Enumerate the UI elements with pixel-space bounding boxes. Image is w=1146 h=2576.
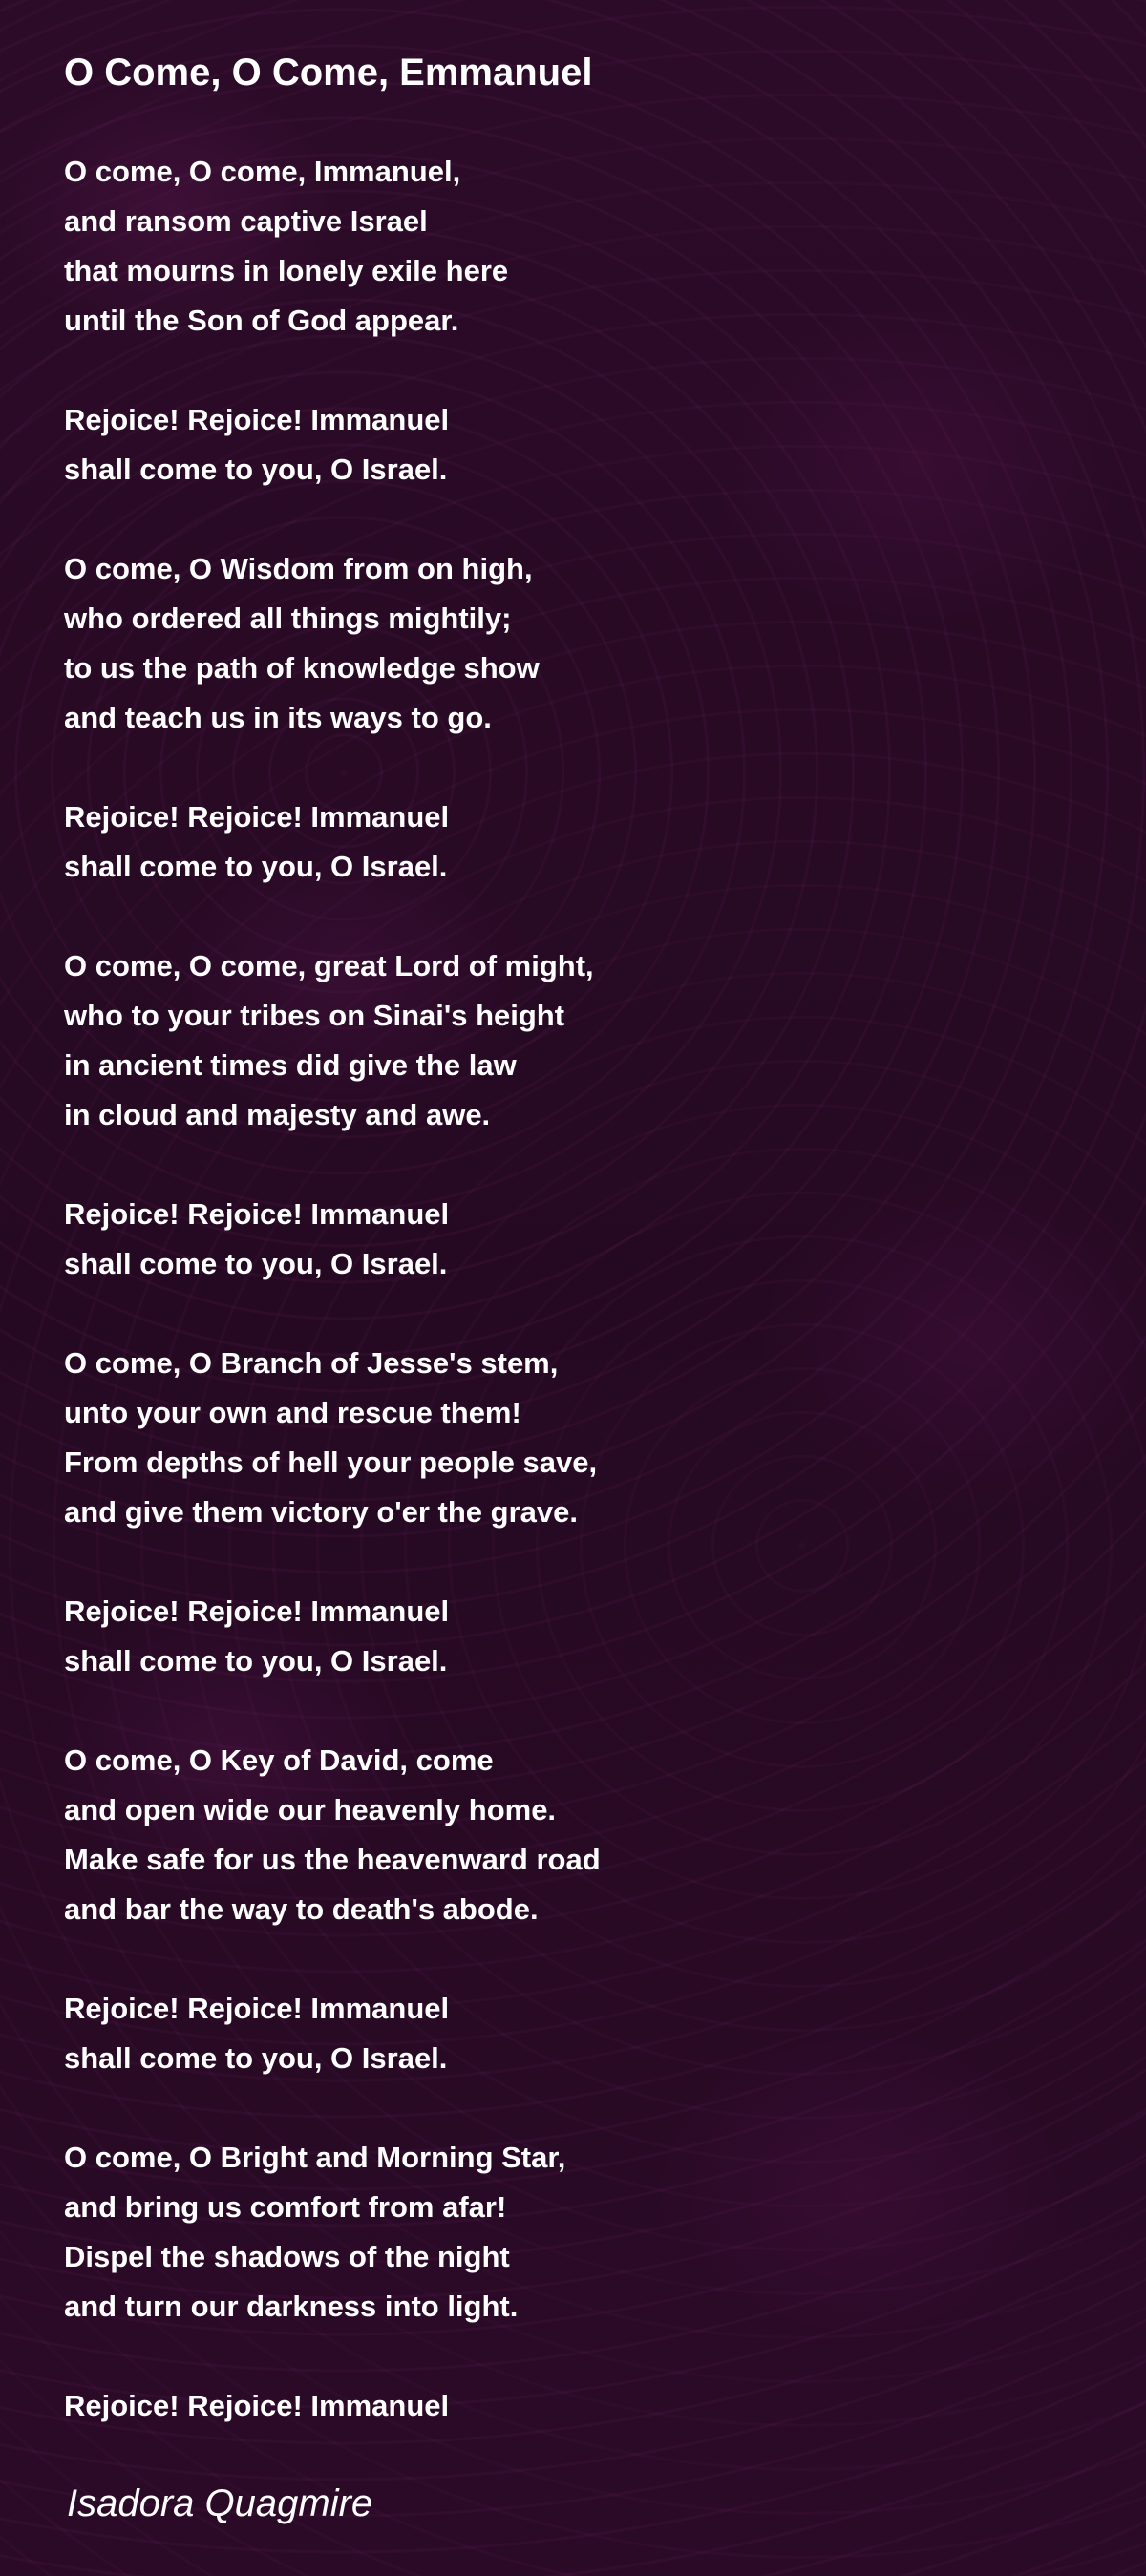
stanza (64, 544, 1076, 743)
poem-line: and turn our darkness into light. (64, 2290, 519, 2323)
poem-line: in ancient times did give the law (64, 1048, 517, 1082)
refrain-stanza (64, 2381, 1076, 2431)
refrain-stanza (64, 395, 1076, 495)
poem-line: O come, O Wisdom from on high, (64, 552, 533, 585)
poem-line: shall come to you, O Israel. (64, 1644, 448, 1678)
poem-line: O come, O Branch of Jesse's stem, (64, 1346, 559, 1380)
poem-line: Rejoice! Rejoice! Immanuel (64, 800, 450, 834)
poem-line: and teach us in its ways to go. (64, 701, 492, 734)
poem-line: Rejoice! Rejoice! Immanuel (64, 1197, 450, 1231)
poem-line: and open wide our heavenly home. (64, 1793, 557, 1826)
poem-container (64, 50, 1076, 2481)
poem-line: shall come to you, O Israel. (64, 1247, 448, 1280)
poem-line: O come, O Bright and Morning Star, (64, 2141, 566, 2174)
poem-line: O come, O Key of David, come (64, 1743, 494, 1777)
poem-line: who ordered all things mightily; (64, 602, 512, 635)
poem-title: O Come, O Come, Emmanuel (64, 52, 593, 94)
poem-line: shall come to you, O Israel. (64, 2041, 448, 2075)
refrain-stanza (64, 1984, 1076, 2083)
poem-author: Isadora Quagmire (67, 2482, 373, 2524)
poem-line: O come, O come, great Lord of might, (64, 949, 594, 982)
poem-line: and bring us comfort from afar! (64, 2190, 507, 2224)
poem-line: unto your own and rescue them! (64, 1396, 521, 1429)
poem-line: shall come to you, O Israel. (64, 850, 448, 883)
poem-line: shall come to you, O Israel. (64, 453, 448, 486)
refrain-stanza (64, 1587, 1076, 1686)
stanza (64, 147, 1076, 346)
poem-line: O come, O come, Immanuel, (64, 155, 461, 188)
poem-line: Make safe for us the heavenward road (64, 1843, 601, 1876)
poem-line: Rejoice! Rejoice! Immanuel (64, 403, 450, 436)
poem-line: and ransom captive Israel (64, 204, 428, 238)
poem-line: From depths of hell your people save, (64, 1446, 598, 1479)
poem-line: Rejoice! Rejoice! Immanuel (64, 1992, 450, 2025)
poem-line: to us the path of knowledge show (64, 651, 540, 685)
poem-line: and give them victory o'er the grave. (64, 1495, 578, 1529)
refrain-stanza (64, 792, 1076, 892)
poem-line: who to your tribes on Sinai's height (64, 999, 565, 1032)
stanza (64, 1736, 1076, 1934)
poem-line: that mourns in lonely exile here (64, 254, 509, 287)
poem-line: in cloud and majesty and awe. (64, 1098, 491, 1131)
stanza (64, 941, 1076, 1140)
poem-line: Rejoice! Rejoice! Immanuel (64, 1594, 450, 1628)
stanza (64, 2133, 1076, 2332)
poem-line: Dispel the shadows of the night (64, 2240, 510, 2273)
poem-line: until the Son of God appear. (64, 304, 459, 337)
poem-line: and bar the way to death's abode. (64, 1892, 539, 1926)
refrain-stanza (64, 1190, 1076, 1289)
poem-line: Rejoice! Rejoice! Immanuel (64, 2389, 450, 2422)
stanza (64, 1339, 1076, 1537)
poem-body (64, 147, 1076, 2431)
